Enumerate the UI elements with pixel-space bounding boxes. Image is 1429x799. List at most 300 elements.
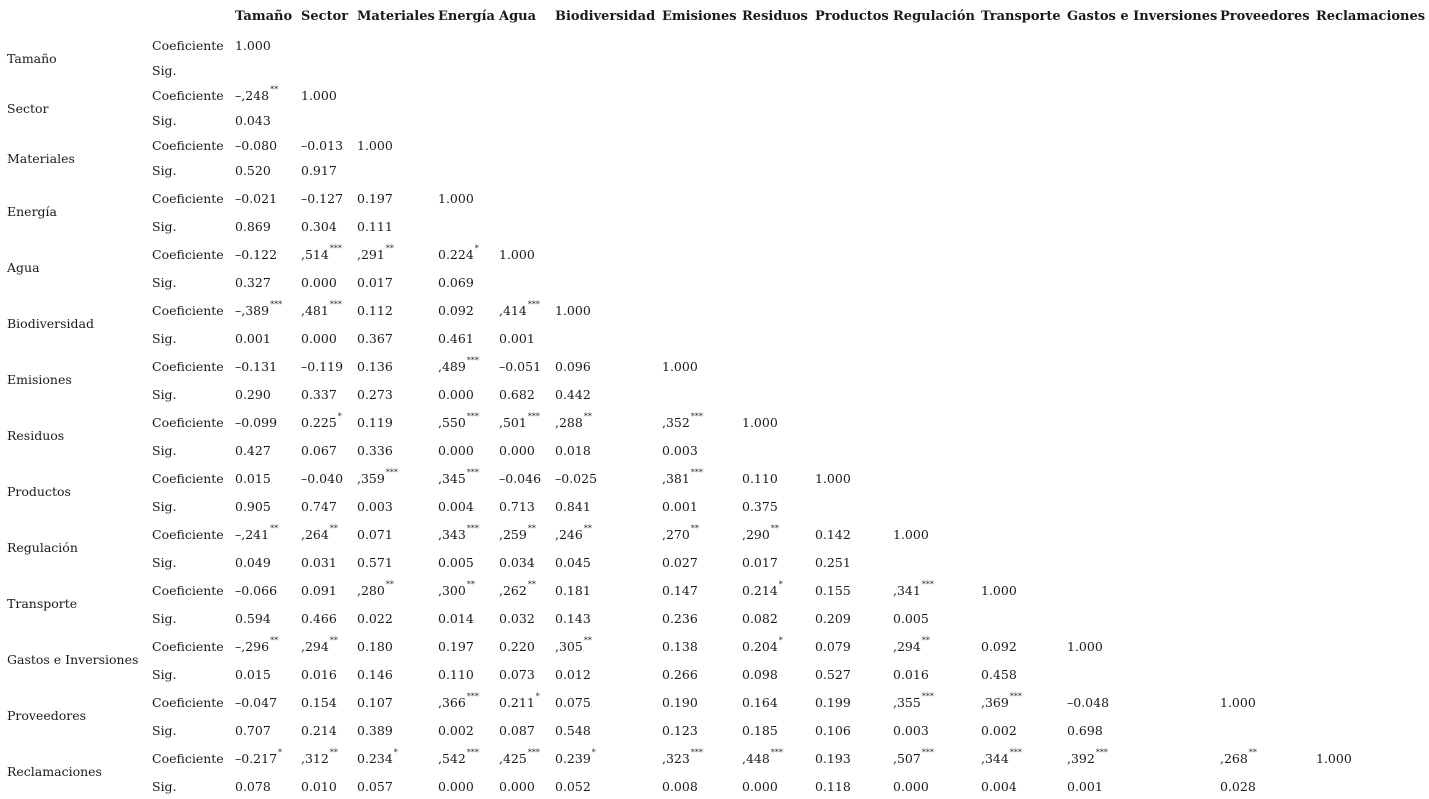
coefficient-value: –0.021	[235, 191, 278, 206]
sig-value: 0.004	[981, 779, 1017, 794]
coefficient-cell	[976, 687, 1062, 718]
sig-value: 0.527	[815, 667, 851, 682]
coefficient-value: 1.000	[555, 303, 591, 318]
coefficient-value: 0.071	[357, 527, 393, 542]
significance-stars: *	[337, 411, 342, 421]
sig-row-sector	[0, 108, 1429, 133]
empty-cell	[1215, 158, 1311, 183]
significance-stars: **	[527, 579, 536, 589]
sig-label: Sig.	[152, 611, 177, 626]
coefficient-value: –,248	[235, 88, 270, 104]
row-variable-label: Tamaño	[7, 50, 57, 66]
coefficient-value: ,507	[893, 751, 921, 767]
sig-value: 0.022	[357, 611, 393, 626]
significance-stars: *	[778, 579, 783, 589]
empty-cell	[1215, 83, 1311, 108]
empty-cell	[810, 83, 888, 108]
empty-cell	[888, 295, 976, 326]
coefficient-value: –0.047	[235, 695, 278, 710]
coefficient-value: 0.214	[742, 583, 778, 599]
coefficient-label: Coeficiente	[152, 639, 224, 654]
empty-cell	[737, 214, 810, 239]
empty-cell	[1311, 214, 1429, 239]
coefficient-cell	[296, 631, 352, 662]
sig-value: 0.049	[235, 555, 271, 570]
sig-value: 0.427	[235, 443, 271, 458]
empty-cell	[888, 550, 976, 575]
empty-cell	[810, 239, 888, 270]
coef-row-transporte	[0, 575, 1429, 606]
coefficient-value: ,323	[662, 751, 690, 767]
empty-cell	[1215, 133, 1311, 158]
coefficient-value: ,294	[893, 639, 921, 655]
empty-cell	[1215, 326, 1311, 351]
sig-row-reclamaciones	[0, 774, 1429, 799]
coefficient-cell	[352, 463, 433, 494]
empty-cell	[1062, 519, 1215, 550]
coefficient-cell	[230, 183, 296, 214]
significance-stars: ***	[690, 467, 703, 477]
significance-stars: **	[270, 635, 279, 645]
column-header-productos: Productos	[815, 9, 889, 24]
empty-cell	[1311, 183, 1429, 214]
coefficient-cell	[296, 575, 352, 606]
empty-cell	[550, 108, 657, 133]
coefficient-cell	[296, 239, 352, 270]
empty-cell	[1215, 575, 1311, 606]
empty-cell	[1311, 351, 1429, 382]
coefficient-label: Coeficiente	[152, 359, 224, 374]
coefficient-value: 0.180	[357, 639, 393, 654]
coefficient-value: 0.155	[815, 583, 851, 598]
coefficient-label: Coeficiente	[152, 191, 224, 206]
empty-cell	[1215, 270, 1311, 295]
empty-cell	[976, 407, 1062, 438]
sig-value: 0.003	[357, 499, 393, 514]
coefficient-cell	[230, 295, 296, 326]
sig-value: 0.001	[499, 331, 535, 346]
coefficient-value: 0.136	[357, 359, 393, 374]
empty-cell	[810, 295, 888, 326]
sig-row-tamano	[0, 58, 1429, 83]
empty-cell	[1215, 438, 1311, 463]
coefficient-value: 0.092	[981, 639, 1017, 654]
empty-cell	[550, 33, 657, 58]
sig-value: 0.146	[357, 667, 393, 682]
significance-stars: ***	[466, 523, 479, 533]
row-variable-label: Materiales	[7, 150, 75, 166]
significance-stars: ***	[921, 747, 934, 757]
coefficient-value: 0.220	[499, 639, 535, 654]
empty-cell	[976, 438, 1062, 463]
coefficient-cell	[737, 407, 810, 438]
coef-row-tamano	[0, 33, 1429, 58]
sig-value: 0.000	[438, 443, 474, 458]
coefficient-cell	[352, 575, 433, 606]
significance-stars: ***	[1009, 747, 1022, 757]
coefficient-cell	[657, 463, 737, 494]
empty-cell	[810, 438, 888, 463]
significance-stars: ***	[527, 299, 540, 309]
coefficient-value: ,550	[438, 415, 466, 431]
coefficient-value: ,264	[301, 527, 329, 543]
coefficient-value: 0.079	[815, 639, 851, 654]
coefficient-value: 0.092	[438, 303, 474, 318]
row-variable-label: Emisiones	[7, 371, 72, 387]
coefficient-cell	[296, 743, 352, 774]
row-variable-label: Agua	[7, 259, 40, 275]
coef-row-materiales	[0, 133, 1429, 158]
coefficient-cell	[494, 463, 550, 494]
sig-label: Sig.	[152, 331, 177, 346]
empty-cell	[737, 270, 810, 295]
coefficient-value: 0.190	[662, 695, 698, 710]
empty-cell	[888, 351, 976, 382]
coefficient-cell	[296, 463, 352, 494]
empty-cell	[810, 326, 888, 351]
coefficient-label: Coeficiente	[152, 415, 224, 430]
coefficient-cell	[230, 351, 296, 382]
coef-row-gastos-e-inversiones	[0, 631, 1429, 662]
sig-label: Sig.	[152, 113, 177, 128]
sig-value: 0.251	[815, 555, 851, 570]
coefficient-value: –0.127	[301, 191, 344, 206]
coefficient-cell	[550, 631, 657, 662]
empty-cell	[737, 108, 810, 133]
significance-stars: ***	[329, 299, 342, 309]
empty-cell	[1062, 606, 1215, 631]
coefficient-cell	[352, 133, 433, 158]
coefficient-cell	[352, 295, 433, 326]
coefficient-value: ,489	[438, 359, 466, 375]
coefficient-value: ,341	[893, 583, 921, 599]
empty-cell	[1215, 183, 1311, 214]
sig-value: 0.273	[357, 387, 393, 402]
empty-cell	[494, 108, 550, 133]
empty-cell	[737, 58, 810, 83]
sig-value: 0.000	[301, 331, 337, 346]
coefficient-cell	[657, 687, 737, 718]
sig-value: 0.015	[235, 667, 271, 682]
empty-cell	[976, 83, 1062, 108]
empty-cell	[433, 33, 494, 58]
coefficient-value: –0.099	[235, 415, 278, 430]
empty-cell	[888, 133, 976, 158]
sig-value: 0.045	[555, 555, 591, 570]
empty-cell	[1215, 214, 1311, 239]
coef-row-residuos	[0, 407, 1429, 438]
coefficient-value: 0.197	[357, 191, 393, 206]
empty-cell	[657, 133, 737, 158]
coefficient-cell	[494, 687, 550, 718]
sig-row-energia	[0, 214, 1429, 239]
coef-row-energia	[0, 183, 1429, 214]
coefficient-value: ,355	[893, 695, 921, 711]
empty-cell	[976, 33, 1062, 58]
coefficient-label: Coeficiente	[152, 303, 224, 318]
coefficient-cell	[230, 239, 296, 270]
empty-cell	[657, 270, 737, 295]
coefficient-value: 1.000	[1316, 751, 1352, 766]
sig-value: 0.018	[555, 443, 591, 458]
empty-cell	[810, 382, 888, 407]
coefficient-cell	[810, 631, 888, 662]
empty-cell	[657, 295, 737, 326]
coefficient-cell	[550, 351, 657, 382]
empty-cell	[352, 83, 433, 108]
empty-cell	[1311, 133, 1429, 158]
coefficient-value: 0.224	[438, 247, 474, 263]
significance-stars: ***	[921, 579, 934, 589]
row-variable-label: Proveedores	[7, 707, 87, 723]
coefficient-value: 1.000	[815, 471, 851, 486]
empty-cell	[976, 158, 1062, 183]
coefficient-cell	[550, 687, 657, 718]
corner-empty	[0, 0, 146, 33]
significance-stars: ***	[466, 747, 479, 757]
significance-stars: **	[329, 635, 338, 645]
empty-cell	[1062, 463, 1215, 494]
coefficient-cell	[433, 295, 494, 326]
empty-cell	[888, 83, 976, 108]
coefficient-value: ,343	[438, 527, 466, 543]
sig-value: 0.466	[301, 611, 337, 626]
coefficient-value: ,501	[499, 415, 527, 431]
coefficient-value: 1.000	[301, 88, 337, 103]
coefficient-cell	[888, 631, 976, 662]
coefficient-cell	[737, 631, 810, 662]
coefficient-cell	[352, 743, 433, 774]
sig-value: 0.008	[662, 779, 698, 794]
sig-value: 0.917	[301, 163, 337, 178]
empty-cell	[550, 83, 657, 108]
empty-cell	[976, 58, 1062, 83]
coefficient-cell	[230, 687, 296, 718]
sig-value: 0.000	[438, 779, 474, 794]
sig-label: Sig.	[152, 779, 177, 794]
coefficient-cell	[810, 743, 888, 774]
empty-cell	[976, 519, 1062, 550]
coefficient-cell	[1311, 743, 1429, 774]
sig-value: 0.111	[357, 219, 393, 234]
significance-stars: ***	[466, 355, 479, 365]
sig-value: 0.098	[742, 667, 778, 682]
empty-cell	[810, 33, 888, 58]
coefficient-cell	[657, 575, 737, 606]
sig-value: 0.209	[815, 611, 851, 626]
coefficient-cell	[810, 519, 888, 550]
coefficient-cell	[550, 519, 657, 550]
empty-cell	[1062, 575, 1215, 606]
sig-value: 0.905	[235, 499, 271, 514]
empty-cell	[296, 108, 352, 133]
coef-row-sector	[0, 83, 1429, 108]
empty-cell	[1062, 133, 1215, 158]
coefficient-label: Coeficiente	[152, 88, 224, 103]
sig-value: 0.236	[662, 611, 698, 626]
coefficient-value: ,481	[301, 303, 329, 319]
empty-cell	[1311, 58, 1429, 83]
sig-row-gastos-e-inversiones	[0, 662, 1429, 687]
coefficient-value: ,291	[357, 247, 385, 263]
coefficient-label: Coeficiente	[152, 695, 224, 710]
significance-stars: ***	[1009, 691, 1022, 701]
sig-value: 0.078	[235, 779, 271, 794]
sig-value: 0.000	[893, 779, 929, 794]
coefficient-cell	[494, 519, 550, 550]
coefficient-cell	[230, 463, 296, 494]
empty-cell	[1062, 295, 1215, 326]
sig-value: 0.336	[357, 443, 393, 458]
coefficient-cell	[230, 407, 296, 438]
empty-cell	[550, 239, 657, 270]
empty-cell	[550, 326, 657, 351]
coefficient-value: ,366	[438, 695, 466, 711]
sig-value: 0.869	[235, 219, 271, 234]
empty-cell	[657, 239, 737, 270]
coefficient-value: –0.119	[301, 359, 344, 374]
coefficient-cell	[296, 687, 352, 718]
coefficient-value: ,514	[301, 247, 329, 263]
empty-cell	[976, 270, 1062, 295]
row-variable-label: Biodiversidad	[7, 315, 95, 331]
coefficient-cell	[737, 575, 810, 606]
coef-row-regulacion	[0, 519, 1429, 550]
sig-value: 0.266	[662, 667, 698, 682]
sig-value: 0.520	[235, 163, 271, 178]
empty-cell	[1311, 774, 1429, 799]
significance-stars: **	[527, 523, 536, 533]
coefficient-cell	[657, 351, 737, 382]
empty-cell	[494, 33, 550, 58]
significance-stars: **	[385, 579, 394, 589]
coefficient-cell	[888, 575, 976, 606]
empty-cell	[1311, 718, 1429, 743]
coefficient-cell	[888, 743, 976, 774]
coefficient-value: ,381	[662, 471, 690, 487]
row-variable-label: Reclamaciones	[7, 763, 102, 779]
empty-cell	[1311, 463, 1429, 494]
empty-cell	[494, 270, 550, 295]
coefficient-value: 0.091	[301, 583, 337, 598]
coefficient-cell	[433, 743, 494, 774]
empty-cell	[810, 351, 888, 382]
coefficient-value: 0.234	[357, 751, 393, 767]
coefficient-value: ,392	[1067, 751, 1095, 767]
corner-empty-stat	[146, 0, 230, 33]
empty-cell	[976, 183, 1062, 214]
empty-cell	[1062, 382, 1215, 407]
empty-cell	[296, 58, 352, 83]
coefficient-value: 0.164	[742, 695, 778, 710]
significance-stars: ***	[690, 411, 703, 421]
empty-cell	[810, 183, 888, 214]
sig-value: 0.027	[662, 555, 698, 570]
empty-cell	[810, 494, 888, 519]
coefficient-cell	[296, 351, 352, 382]
empty-cell	[976, 133, 1062, 158]
coefficient-label: Coeficiente	[152, 527, 224, 542]
empty-cell	[1215, 519, 1311, 550]
row-variable-label: Energía	[7, 203, 57, 219]
coefficient-value: ,290	[742, 527, 770, 543]
coefficient-value: 1.000	[1220, 695, 1256, 710]
empty-cell	[737, 183, 810, 214]
coefficient-cell	[1215, 687, 1311, 718]
coefficient-cell	[657, 743, 737, 774]
coefficient-cell	[888, 687, 976, 718]
column-header-energia: Energía	[438, 9, 495, 24]
empty-cell	[494, 83, 550, 108]
column-header-agua: Agua	[499, 9, 537, 24]
coefficient-value: –0.040	[301, 471, 344, 486]
sig-value: 0.123	[662, 723, 698, 738]
sig-row-residuos	[0, 438, 1429, 463]
empty-cell	[550, 58, 657, 83]
coefficient-cell	[550, 575, 657, 606]
column-header-transporte: Transporte	[981, 9, 1061, 24]
column-header-regulacion: Regulación	[893, 9, 975, 24]
sig-value: 0.682	[499, 387, 535, 402]
coefficient-value: 1.000	[1067, 639, 1103, 654]
column-header-materiales: Materiales	[357, 9, 435, 24]
coefficient-value: ,305	[555, 639, 583, 655]
coefficient-cell	[433, 351, 494, 382]
coefficient-value: ,270	[662, 527, 690, 543]
sig-value: 0.012	[555, 667, 591, 682]
coefficient-cell	[737, 519, 810, 550]
empty-cell	[1062, 108, 1215, 133]
coefficient-value: –,296	[235, 639, 270, 655]
empty-cell	[1215, 33, 1311, 58]
empty-cell	[550, 270, 657, 295]
empty-cell	[1062, 438, 1215, 463]
sig-label: Sig.	[152, 667, 177, 682]
coefficient-cell	[230, 33, 296, 58]
sig-label: Sig.	[152, 219, 177, 234]
coefficient-cell	[494, 575, 550, 606]
coefficient-value: –0.122	[235, 247, 278, 262]
coefficient-value: ,312	[301, 751, 329, 767]
empty-cell	[737, 239, 810, 270]
coefficient-cell	[230, 575, 296, 606]
empty-cell	[1311, 606, 1429, 631]
sig-label: Sig.	[152, 275, 177, 290]
sig-value: 0.442	[555, 387, 591, 402]
sig-value: 0.106	[815, 723, 851, 738]
empty-cell	[1215, 407, 1311, 438]
empty-cell	[810, 58, 888, 83]
empty-cell	[352, 108, 433, 133]
empty-cell	[433, 214, 494, 239]
sig-value: 0.110	[438, 667, 474, 682]
coefficient-value: 0.239	[555, 751, 591, 767]
empty-cell	[1062, 494, 1215, 519]
significance-stars: *	[778, 635, 783, 645]
coefficient-cell	[810, 687, 888, 718]
empty-cell	[888, 438, 976, 463]
significance-stars: **	[385, 243, 394, 253]
coefficient-value: –0.080	[235, 138, 278, 153]
empty-cell	[888, 382, 976, 407]
empty-cell	[1062, 214, 1215, 239]
sig-label: Sig.	[152, 163, 177, 178]
coefficient-cell	[352, 183, 433, 214]
coefficient-value: 0.147	[662, 583, 698, 598]
sig-value: 0.000	[499, 779, 535, 794]
coefficient-value: 0.211	[499, 695, 535, 711]
coefficient-cell	[550, 295, 657, 326]
